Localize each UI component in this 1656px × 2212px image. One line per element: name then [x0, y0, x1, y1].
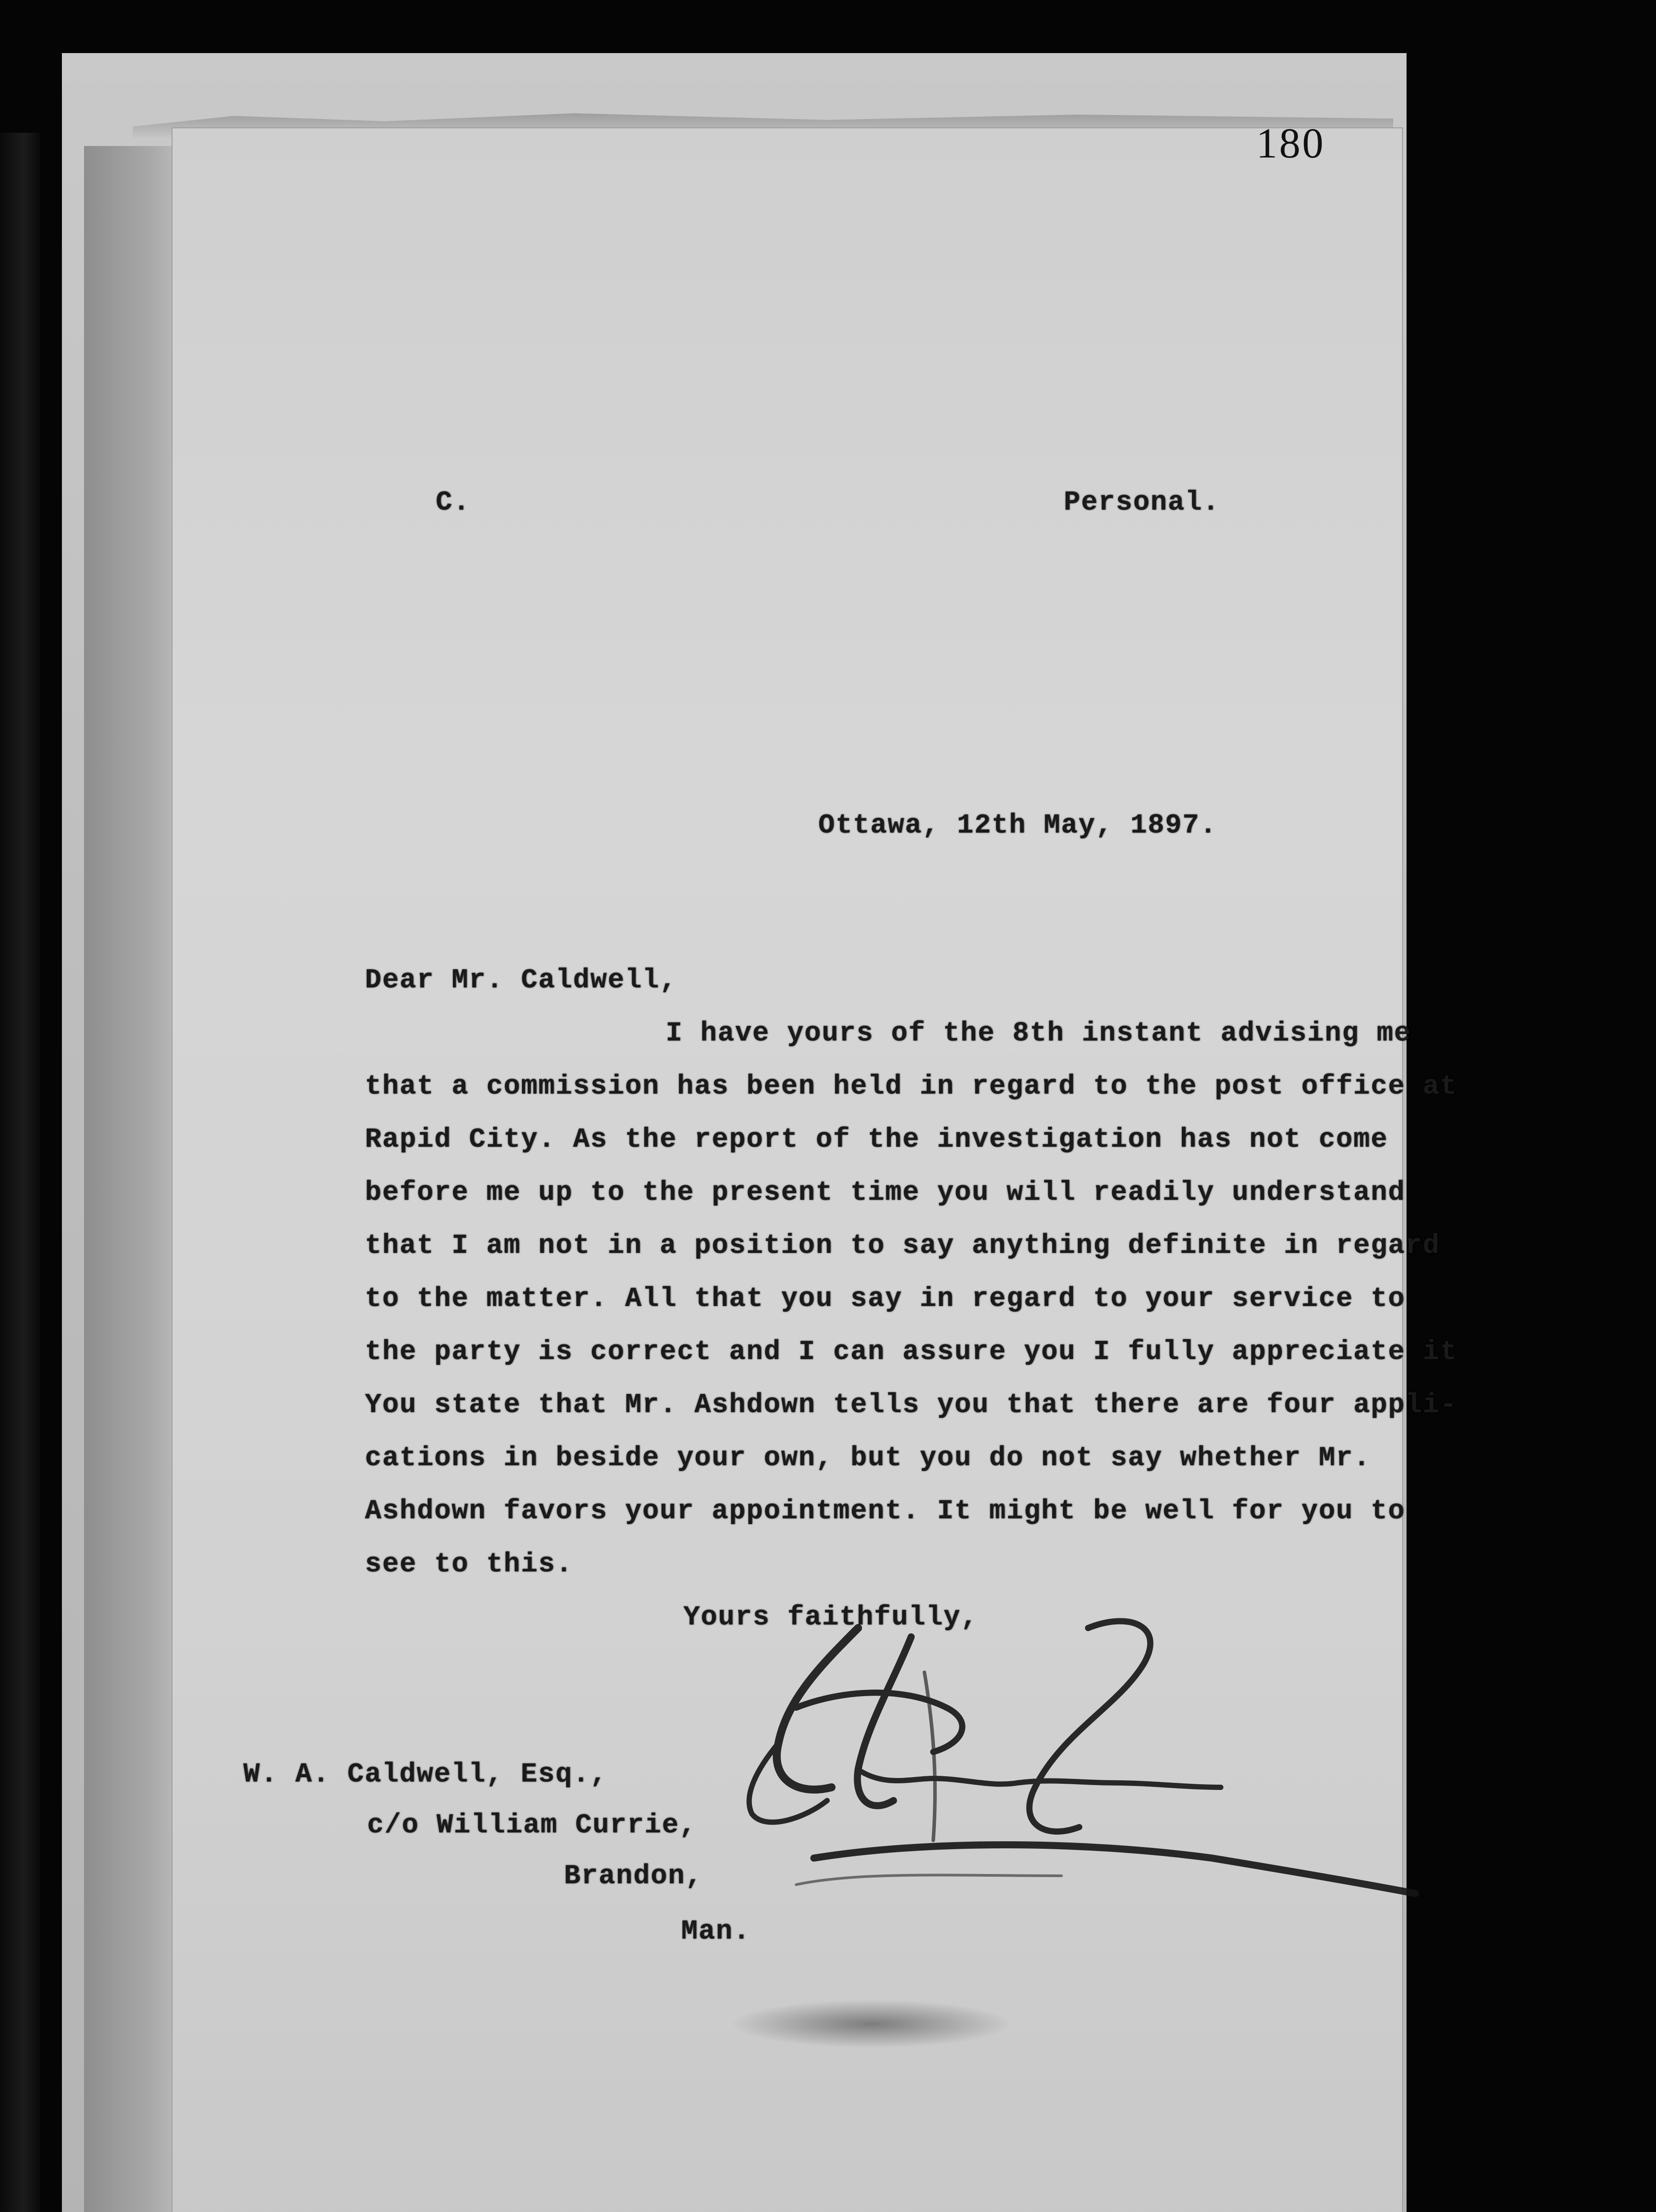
address-line: W. A. Caldwell, Esq.,	[243, 1759, 608, 1790]
closing: Yours faithfully,	[683, 1601, 978, 1633]
body-line: before me up to the present time you will readily understand	[365, 1177, 1406, 1208]
body-line: You state that Mr. Ashdown tells you that there are four appli-	[365, 1389, 1457, 1421]
address-line: c/o William Currie,	[367, 1809, 697, 1841]
body-line: see to this.	[365, 1548, 573, 1580]
body-line: the party is correct and I can assure you I fully appreciate it	[365, 1336, 1457, 1367]
folio-number: 180	[1256, 119, 1325, 167]
body-line: to the matter. All that you say in regard to your service to	[365, 1283, 1406, 1314]
file-mark: C.	[436, 487, 471, 518]
address-line: Man.	[681, 1916, 751, 1947]
underlying-page-edge	[84, 146, 181, 2212]
film-edge	[0, 133, 40, 2212]
body-line: that a commission has been held in regard to the post office at	[365, 1071, 1457, 1102]
salutation: Dear Mr. Caldwell,	[365, 964, 677, 996]
body-line: I have yours of the 8th instant advising me	[666, 1018, 1411, 1049]
body-line: Ashdown favors your appointment. It might be well for you to	[365, 1495, 1406, 1527]
dateline: Ottawa, 12th May, 1897.	[818, 810, 1217, 841]
body-line: cations in beside your own, but you do not say whether Mr.	[365, 1442, 1371, 1474]
classification-label: Personal.	[1064, 487, 1220, 518]
handwritten-signature	[725, 1610, 1442, 1947]
ink-smudge	[730, 2000, 1013, 2048]
body-line: that I am not in a position to say anything definite in regard	[365, 1230, 1440, 1261]
body-line: Rapid City. As the report of the investigation has not come	[365, 1124, 1388, 1155]
address-line: Brandon,	[564, 1860, 703, 1892]
